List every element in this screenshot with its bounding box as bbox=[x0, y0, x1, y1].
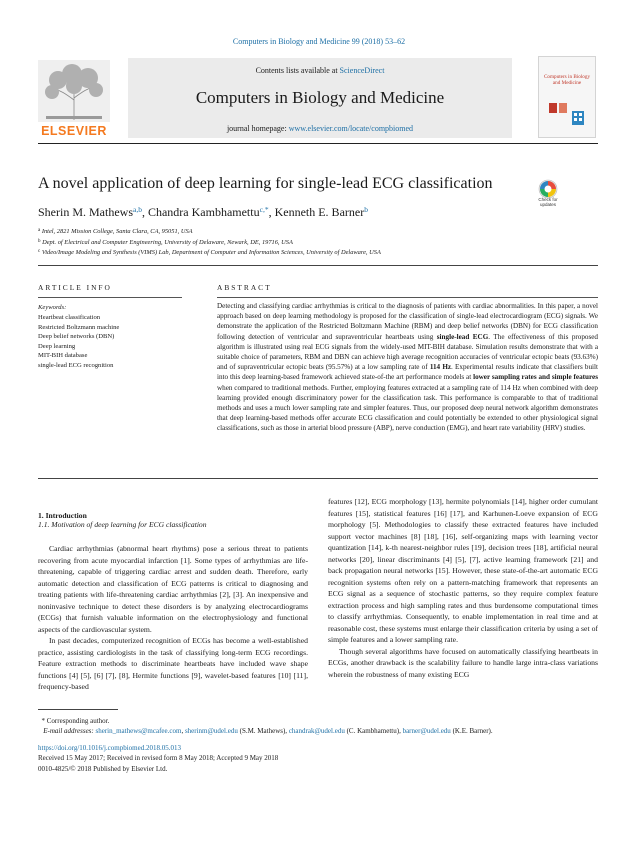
author-list: Sherin M. Mathews$^{a,b}$, Chandra Kambhamettu$^{c,*}$, Kenneth E. Barner$^b$ bbox=[38, 205, 368, 219]
email-link[interactable]: chandrak@udel.edu bbox=[288, 727, 345, 735]
article-info-label: ARTICLE INFO bbox=[38, 283, 112, 292]
abstract-bold: single-lead ECG bbox=[436, 332, 489, 341]
email-addresses: E-mail addresses: sherin_mathews@mcafee.com, sherinm@udel.edu (S.M. Mathews), chandrak@udel.edu (C. Kambhamettu), barner@udel.edu (K.E. Barner). bbox=[43, 727, 493, 735]
affiliation-divider bbox=[38, 265, 598, 266]
doi-link[interactable]: https://doi.org/10.1016/j.compbiomed.2018.05.013 bbox=[38, 744, 181, 752]
homepage-link[interactable]: www.elsevier.com/locate/compbiomed bbox=[288, 124, 414, 133]
keyword: Deep learning bbox=[38, 342, 76, 350]
article-title: A novel application of deep learning for single-lead ECG classification bbox=[38, 175, 493, 192]
footnote-divider bbox=[38, 709, 118, 710]
cover-graphic-icon bbox=[548, 101, 586, 127]
email-link[interactable]: barner@udel.edu bbox=[402, 727, 451, 735]
header-divider bbox=[38, 143, 598, 144]
homepage-prefix: journal homepage: bbox=[226, 124, 289, 133]
abstract-bold: 114 Hz bbox=[429, 363, 452, 372]
keyword: Restricted Boltzmann machine bbox=[38, 323, 120, 331]
publisher-name: ELSEVIER bbox=[41, 124, 107, 138]
subsection-heading: 1.1. Motivation of deep learning for ECG classification bbox=[38, 520, 207, 529]
paragraph: Cardiac arrhythmias (abnormal heart rhythms) pose a serious threat to patients recovering from acute myocardial infarction [1]. Some types of arrhythmias are life-threatening, capable of triggering cardiac arrest and sudden death. Therefore, early automatic detection and classification of ECG patterns is critical to diagnosing and treating patients with life-threatening cardiac arrhythmias [2], [3]. An inexpensive and noninvasive technique to detect these disorders is by analyzing electrocardiograms (ECGs) that furnish valuable information on the electrophysiology and functional aspects of the cardiovascular system. bbox=[38, 544, 308, 634]
paragraph: features [12], ECG morphology [13], hermite polynomials [14], higher order cumulant features [15], statistical features [16] [17], and Karhunen-Loeve expansion of ECG morphology [5]. Methodologies to classify these extracted features have included support vector machines [8] [18], [16], self-organizing maps with learning vector quantization [14], k-th nearest-neighbor rules [19], decision trees [18], artificial neural networks [20], linear discriminants [4] [5], [7], active learning framework [21] and back propagation neural networks [15]. However, these state-of-the-art automatic ECG recognition systems often rely on a pattern-matching framework that represents an ECG signal as a sequence of stochastic patterns, so they require complex feature extraction process and high sampling rates and thus burdensome computational times to classify arrhythmias. Consequently, to enable implementation in real time and at reasonable cost, these systems must enlarge their classification criteria by using a set of simple features and a lower sampling rate. bbox=[328, 497, 598, 644]
author-1-affil[interactable]: a,b bbox=[133, 205, 142, 214]
email-link[interactable]: sherinm@udel.edu bbox=[184, 727, 238, 735]
journal-title: Computers in Biology and Medicine bbox=[195, 88, 445, 107]
abstract-divider bbox=[217, 297, 598, 298]
sciencedirect-link[interactable]: ScienceDirect bbox=[339, 66, 385, 75]
email-link[interactable]: sherin_mathews@mcafee.com bbox=[95, 727, 182, 735]
article-info-divider bbox=[38, 297, 182, 298]
contents-available-line bbox=[128, 66, 512, 75]
cover-title: Computers in Biology and Medicine bbox=[543, 74, 591, 86]
author-2-affil[interactable]: c,* bbox=[259, 205, 269, 214]
crossmark-label: Check for updates bbox=[538, 197, 558, 207]
abstract-bold: lower sampling rates and simple features bbox=[473, 373, 599, 382]
abstract-label: ABSTRACT bbox=[217, 283, 272, 292]
affiliation-a: $^a$ Intel, 2821 Mission College, Santa Clara, CA, 95051, USA bbox=[38, 228, 193, 235]
keyword: MIT-BIH database bbox=[38, 352, 88, 359]
affiliations bbox=[38, 226, 381, 258]
abstract-bottom-divider bbox=[38, 478, 598, 479]
issn-copyright: 0010-4825/© 2018 Published by Elsevier Ltd. bbox=[38, 765, 168, 773]
author-3-affil[interactable]: b bbox=[364, 205, 368, 214]
keywords-list bbox=[38, 313, 119, 370]
body-column-left bbox=[38, 543, 308, 693]
keyword: single-lead ECG recognition bbox=[38, 361, 114, 369]
affiliation-b: $^b$ Dept. of Electrical and Computer Engineering, University of Delaware, Newark, DE, 19716, USA bbox=[38, 238, 293, 246]
body-column-right bbox=[328, 496, 598, 680]
received-dates: Received 15 May 2017; Received in revised form 8 May 2018; Accepted 9 May 2018 bbox=[38, 754, 279, 762]
section-heading-introduction: 1. Introduction bbox=[38, 511, 87, 520]
keyword: Deep belief networks (DBN) bbox=[38, 333, 115, 340]
paragraph: In past decades, computerized recognition of ECGs has become a well-established practice, assisting cardiologists in the task of classifying long-term ECG recordings. Feature extraction methods to discriminate heartbeats have included wave shape functions [4] [5], [6] [7], [8], Hermite functions [9], wavelet-based features [10] [11], frequency-based bbox=[38, 636, 308, 691]
affiliation-c: $^c$ Video/Image Modeling and Synthesis (VIMS) Lab, Department of Computer and Information Sciences, University of Delaware, USA bbox=[38, 249, 381, 256]
contents-prefix: Contents lists available at bbox=[255, 66, 340, 75]
author-3[interactable]: Kenneth E. Barner bbox=[274, 205, 365, 219]
abstract-text: Detecting and classifying cardiac arrhythmias is critical to the diagnosis of patients with cardiac abnormalities. In this paper, a novel approach based on deep learning methodology is proposed for the classification of single-lead electrocardiogram (ECG) signals. We demonstrate the application of the Restricted Boltzmann Machine (RBM) and deep belief networks (DBN) for ECG classification following detection of ventricular and supraventricular heartbeats using single-lead ECG. The effectiveness of this proposed algorithm is illustrated using real ECG signals from the widely-used MIT-BIH database. Simulation results demonstrate that with a suitable choice of parameters, RBM and DBN can achieve high average recognition accuracies of ventricular ectopic beats (93.63%) and of supraventricular ectopic beats (95.57%) at a low sampling rate of 114 Hz. Experimental results indicate that classifiers built into this deep learning-based framework achieved state-of-the art performance models at lower sampling rates and simple features when compared to traditional methods. Further, employing features extracted at a sampling rate of 114 Hz when combined with deep learning provided enough discriminatory power for the classification task. This performance is comparable to that of traditional methods and uses a much lower sampling rate and simpler features. Thus, our proposed deep neural network algorithm demonstrates that deep learning-based methods offer accurate ECG classification and could potentially be extended to other physiological signal classifications, such as those in arterial blood pressure (ABP), nerve conduction (EMG), and heart rate variability (HRV) studies. bbox=[217, 302, 599, 433]
author-1[interactable]: Sherin M. Mathews bbox=[38, 205, 133, 219]
keyword: Heartbeat classification bbox=[38, 314, 101, 321]
journal-reference[interactable]: Computers in Biology and Medicine 99 (2018) 53–62 bbox=[232, 37, 406, 46]
author-2[interactable]: Chandra Kambhamettu bbox=[147, 205, 260, 219]
footnote bbox=[38, 716, 598, 736]
corresponding-author-note: * Corresponding author. bbox=[38, 717, 110, 725]
journal-homepage-line bbox=[128, 124, 512, 133]
keywords-heading: Keywords: bbox=[38, 304, 67, 311]
paragraph: Though several algorithms have focused on automatically classifying heartbeats in ECGs, another drawback is the scalability failure to handle large intra-class variations wherein the robustness of many existing ECG bbox=[328, 646, 598, 679]
